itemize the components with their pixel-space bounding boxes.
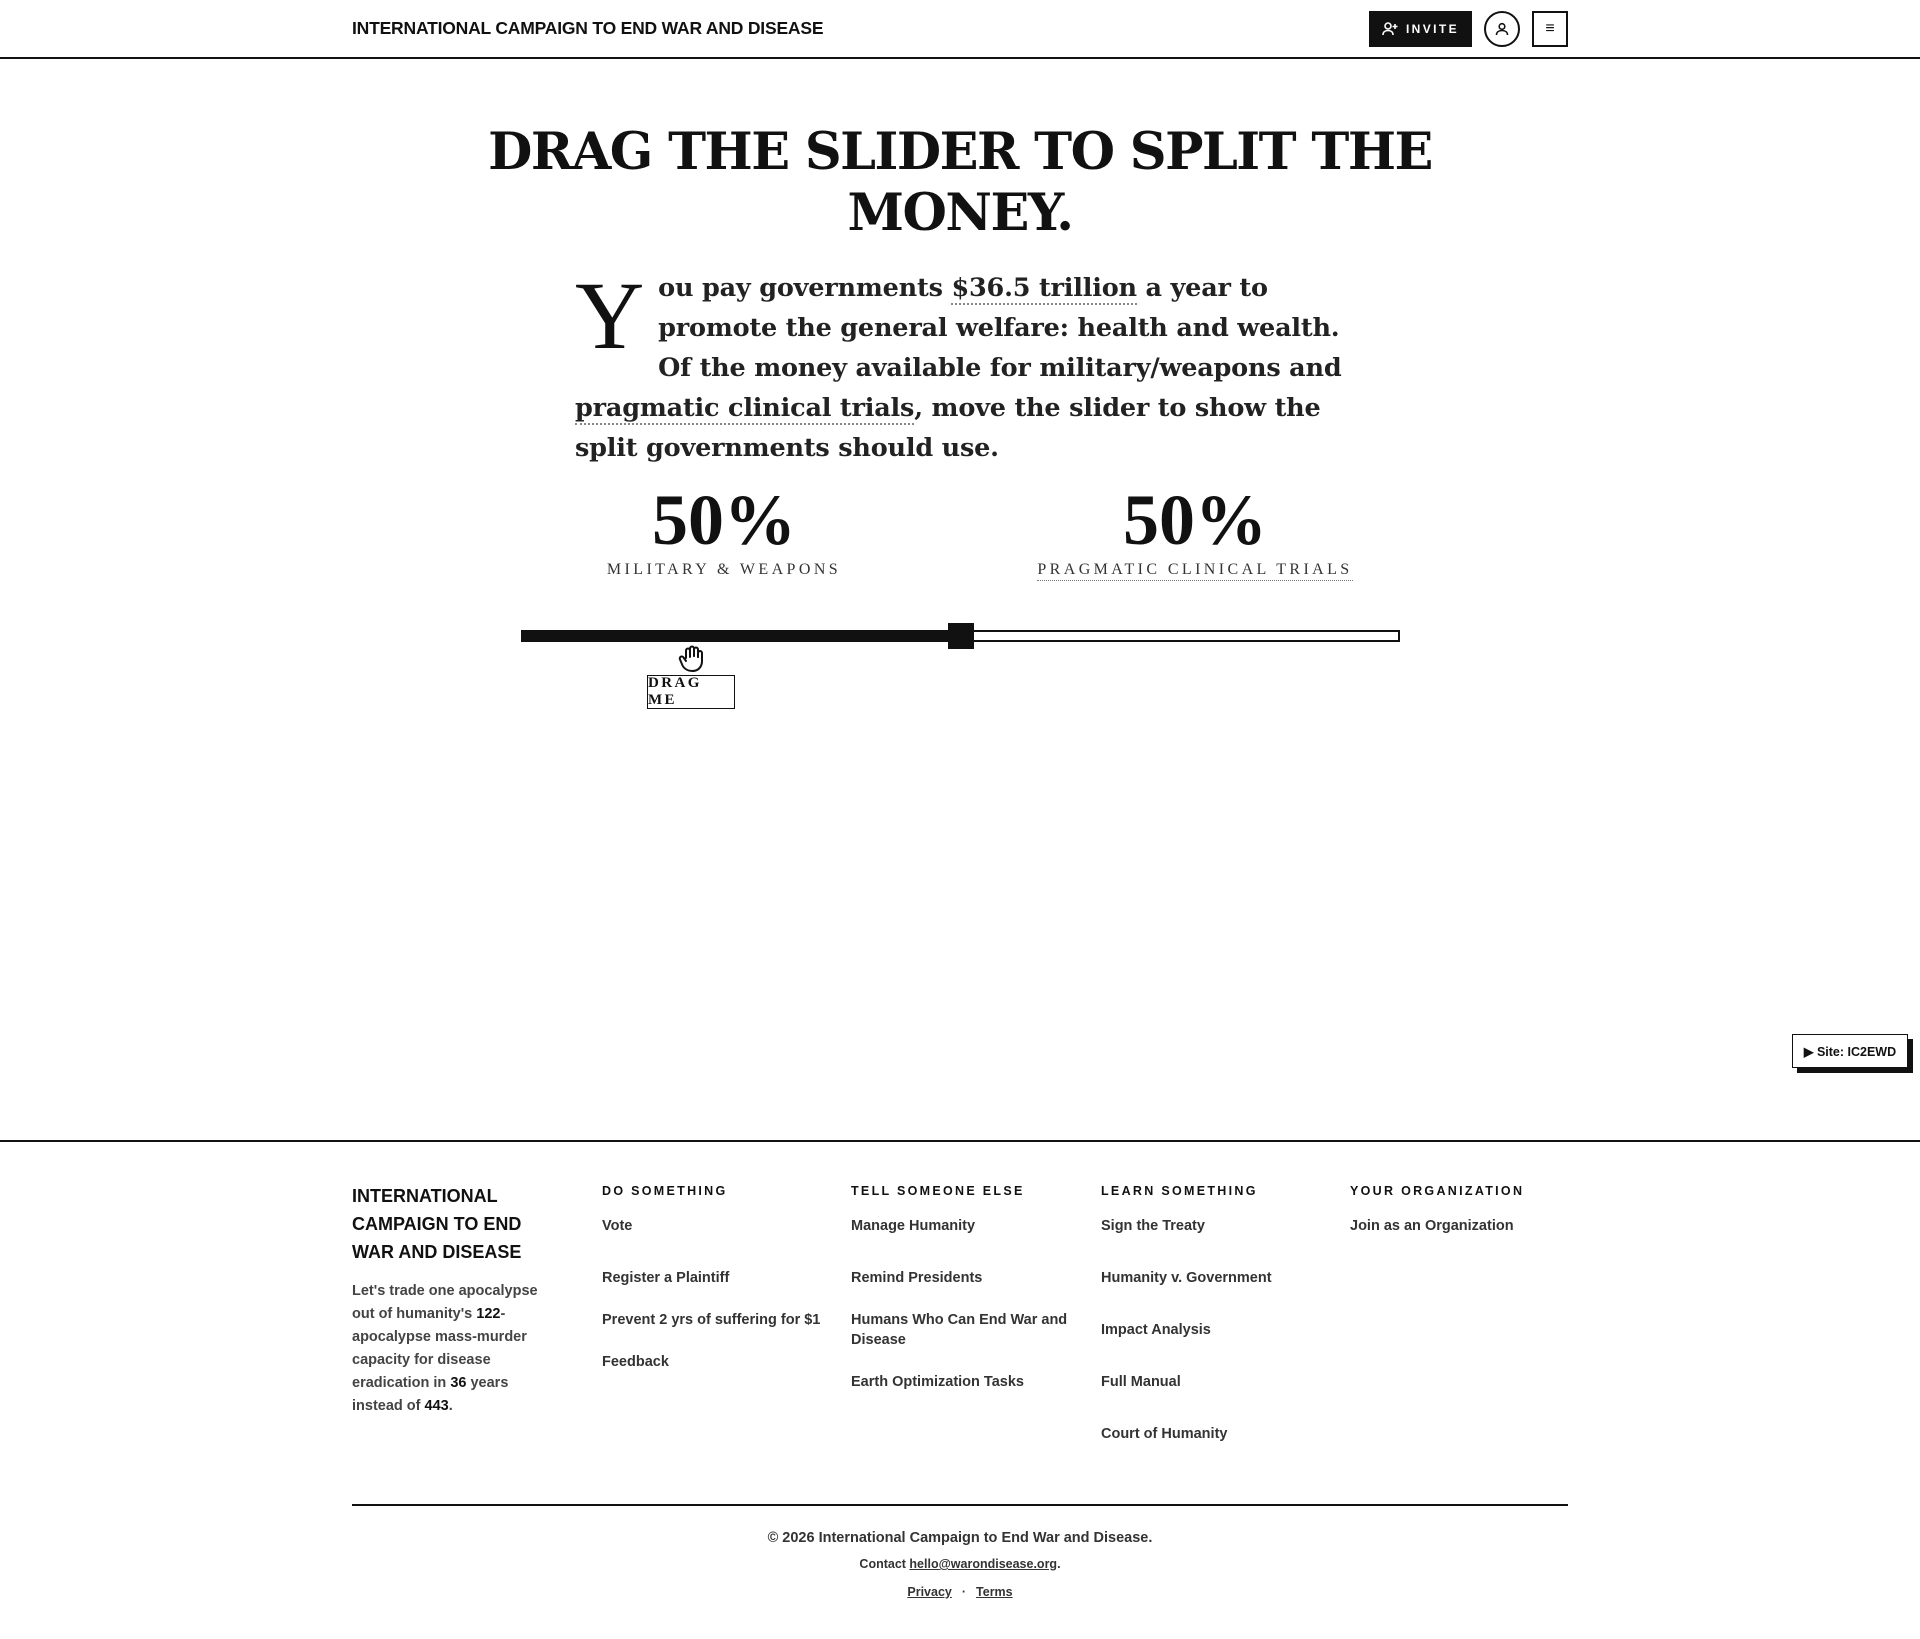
contact-prefix: Contact: [859, 1557, 910, 1571]
footer-link-register-plaintiff[interactable]: Register a Plaintiff: [602, 1270, 730, 1286]
footer-link-manage-humanity[interactable]: Manage Humanity: [851, 1218, 976, 1234]
tagline-text: -apocalypse mass-murder capacity for disease eradication in: [352, 1306, 527, 1391]
footer-divider: [352, 1504, 1568, 1506]
footer-link-join-organization[interactable]: Join as an Organization: [1350, 1218, 1514, 1234]
footer-contact: [0, 1557, 1920, 1571]
footer-column-heading: LEARN SOMETHING: [1101, 1184, 1258, 1198]
clinical-trials-link[interactable]: pragmatic clinical trials: [575, 393, 915, 423]
footer-link-impact-analysis[interactable]: Impact Analysis: [1101, 1322, 1211, 1338]
intro-text-3: , move the slider to show the split governments should use.: [575, 393, 1321, 463]
menu-button[interactable]: [1532, 11, 1568, 47]
trials-percent: 50%: [1123, 480, 1267, 560]
footer-column-heading: DO SOMETHING: [602, 1184, 728, 1198]
tagline-number: 122: [476, 1306, 501, 1322]
tagline-text: Let's trade one apocalypse out of humanity's: [352, 1283, 538, 1322]
footer-legal: [0, 1585, 1920, 1599]
footer-column-your-organization: [1350, 1184, 1570, 1236]
add-user-icon: [1382, 21, 1398, 37]
footer-link-vote[interactable]: Vote: [602, 1218, 633, 1234]
budget-amount-link[interactable]: $36.5 trillion: [951, 273, 1137, 303]
intro-paragraph: [575, 262, 1345, 468]
hamburger-icon: ≡: [1545, 20, 1555, 37]
intro-dropcap: Y: [575, 262, 645, 369]
legal-separator: ·: [961, 1585, 967, 1599]
footer-column-learn-something: [1101, 1184, 1321, 1444]
privacy-link[interactable]: Privacy: [907, 1585, 952, 1599]
hand-grab-icon: [678, 644, 706, 674]
contact-email-link[interactable]: hello@warondisease.org: [909, 1557, 1058, 1571]
footer-tagline: [352, 1280, 562, 1418]
invite-button[interactable]: [1369, 11, 1472, 47]
trials-label[interactable]: PRAGMATIC CLINICAL TRIALS: [1037, 561, 1352, 581]
account-button[interactable]: [1484, 11, 1520, 47]
user-icon: [1495, 22, 1509, 36]
footer-link-remind-presidents[interactable]: Remind Presidents: [851, 1270, 983, 1286]
footer-link-feedback[interactable]: Feedback: [602, 1354, 669, 1370]
tagline-number: 443: [424, 1398, 449, 1414]
footer-brand: INTERNATIONAL CAMPAIGN TO END WAR AND DISEASE: [352, 1186, 522, 1262]
terms-link[interactable]: Terms: [976, 1585, 1013, 1599]
drag-me-hint: DRAG ME: [647, 675, 735, 709]
footer-link-humanity-v-government[interactable]: Humanity v. Government: [1101, 1270, 1272, 1286]
footer-column-tell-someone: [851, 1184, 1071, 1392]
footer-link-humans[interactable]: Humans Who Can End War and Disease: [851, 1312, 1068, 1348]
trials-label-wrap: [995, 561, 1395, 579]
footer-link-court-of-humanity[interactable]: Court of Humanity: [1101, 1426, 1228, 1442]
tagline-text: .: [448, 1398, 453, 1414]
footer-column-heading: YOUR ORGANIZATION: [1350, 1184, 1525, 1198]
footer-column-do-something: [602, 1184, 822, 1372]
contact-suffix: .: [1057, 1557, 1061, 1571]
footer-column-heading: TELL SOMEONE ELSE: [851, 1184, 1025, 1198]
allocation-slider-fill: [523, 632, 961, 640]
invite-label: INVITE: [1405, 22, 1460, 36]
tagline-text: years instead of: [352, 1375, 509, 1414]
site-brand[interactable]: INTERNATIONAL CAMPAIGN TO END WAR AND DISEASE: [352, 18, 824, 38]
military-label: MILITARY & WEAPONS: [606, 561, 842, 578]
intro-text-2: a year to promote the general welfare: health and wealth. Of the money available for military/weapons and: [658, 273, 1342, 383]
footer-link-full-manual[interactable]: Full Manual: [1101, 1374, 1181, 1390]
site-footer: [0, 1140, 1920, 1639]
allocation-slider-thumb[interactable]: [948, 623, 974, 649]
military-percent: 50%: [652, 480, 796, 560]
site-header: [0, 0, 1920, 59]
footer-link-sign-treaty[interactable]: Sign the Treaty: [1101, 1218, 1205, 1234]
site-badge[interactable]: ▶ Site: IC2EWD: [1792, 1034, 1908, 1068]
footer-link-earth-tasks[interactable]: Earth Optimization Tasks: [851, 1374, 1024, 1390]
footer-copyright: © 2026 International Campaign to End War and Disease.: [767, 1530, 1153, 1546]
tagline-number: 36: [450, 1375, 467, 1391]
intro-text-1: ou pay governments: [658, 273, 952, 303]
page-title: DRAG THE SLIDER TO SPLIT THE MONEY.: [488, 122, 1432, 243]
footer-link-prevent-suffering[interactable]: Prevent 2 yrs of suffering for $1: [602, 1312, 821, 1328]
